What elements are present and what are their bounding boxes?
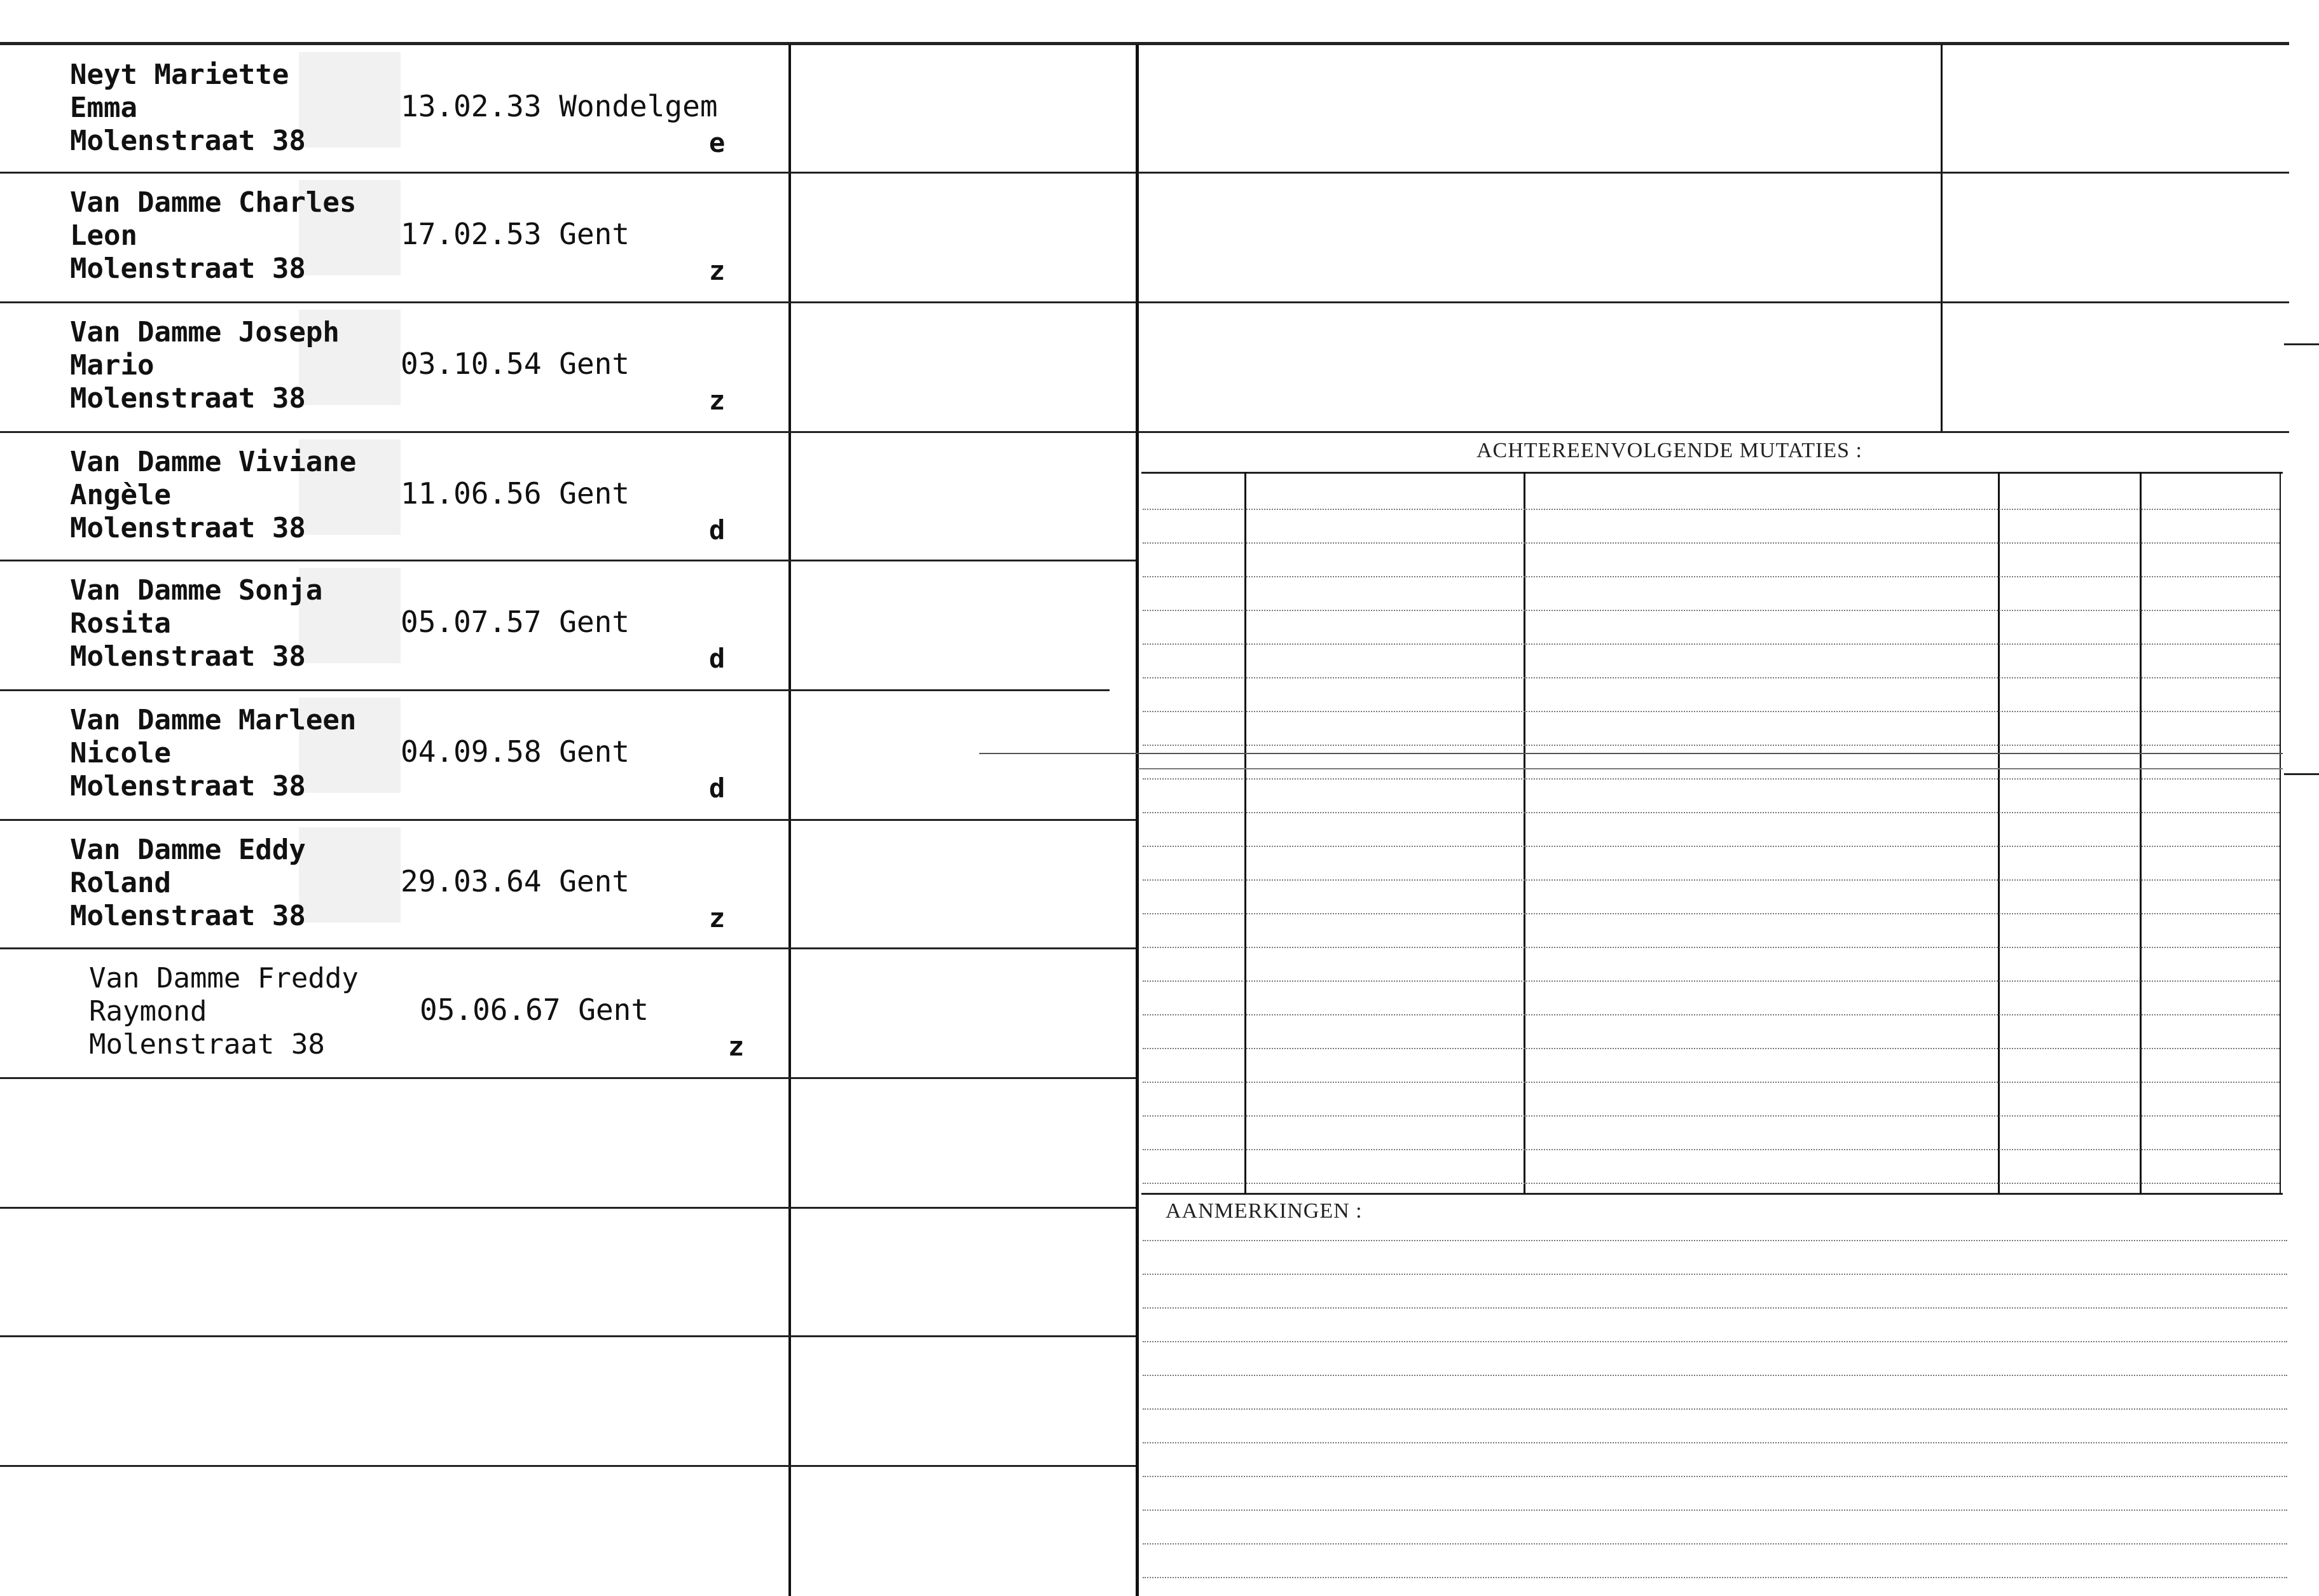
person-given-name: Mario [70, 349, 155, 382]
stray-line [979, 753, 2283, 754]
remark-ruled-line [1143, 1442, 2287, 1443]
person-sex: d [709, 514, 726, 546]
person-name: Van Damme Eddy [70, 834, 306, 866]
remark-ruled-line [1143, 1408, 2287, 1410]
row-separator [0, 1335, 1136, 1337]
edge-tick [2284, 343, 2319, 345]
mutations-col-divider [2140, 472, 2142, 1194]
mutations-title: ACHTEREENVOLGENDE MUTATIES : [1476, 439, 1862, 462]
remarks-title: AANMERKINGEN : [1166, 1199, 1363, 1223]
mutation-ruled-line [1143, 1183, 2280, 1184]
person-row [0, 949, 788, 1078]
person-given-name: Rosita [70, 607, 171, 640]
upper-box-separator [1138, 301, 2289, 303]
person-name: Van Damme Viviane [70, 446, 357, 478]
person-name: Van Damme Joseph [70, 316, 340, 348]
upper-box-separator [1138, 172, 2289, 174]
middle-column-divider [1136, 45, 1139, 1596]
edge-tick [2284, 773, 2319, 775]
person-row [0, 821, 788, 949]
upper-box-separator [1138, 431, 2289, 433]
remark-ruled-line [1143, 1307, 2287, 1309]
mutation-ruled-line [1143, 846, 2280, 847]
person-row [0, 303, 788, 432]
person-name: Neyt Mariette [70, 58, 289, 91]
person-given-name: Emma [70, 92, 137, 124]
person-name: Van Damme Marleen [70, 704, 357, 736]
person-sex: d [709, 773, 726, 804]
remark-ruled-line [1143, 1510, 2287, 1511]
right-upper-divider [1941, 45, 1943, 432]
person-birth: 11.06.56 Gent [401, 476, 630, 511]
remark-ruled-line [1143, 1476, 2287, 1477]
remark-ruled-line [1143, 1240, 2287, 1241]
mutation-ruled-line [1143, 509, 2280, 510]
person-birth: 17.02.53 Gent [401, 217, 630, 251]
person-street: Molenstraat 38 [70, 125, 306, 157]
person-given-name: Raymond [89, 995, 207, 1028]
person-street: Molenstraat 38 [70, 640, 306, 673]
person-given-name: Roland [70, 867, 171, 899]
person-birth: 05.06.67 Gent [420, 993, 649, 1027]
person-birth: 05.07.57 Gent [401, 605, 630, 639]
person-name: Van Damme Sonja [70, 574, 323, 607]
person-birth: 03.10.54 Gent [401, 347, 630, 381]
person-given-name: Leon [70, 219, 137, 252]
mutation-ruled-line [1143, 1149, 2280, 1150]
mutation-ruled-line [1143, 1048, 2280, 1049]
person-birth: 29.03.64 Gent [401, 864, 630, 898]
person-row [0, 691, 788, 820]
mutations-bottom-border [1141, 1193, 2283, 1195]
person-sex: d [709, 643, 726, 674]
person-sex: e [709, 127, 726, 158]
person-row [0, 433, 788, 561]
top-border [0, 42, 2289, 45]
mutation-ruled-line [1143, 879, 2280, 881]
person-row [0, 174, 788, 302]
person-row [0, 46, 788, 174]
person-name: Van Damme Charles [70, 186, 357, 219]
person-street: Molenstraat 38 [70, 252, 306, 285]
person-given-name: Nicole [70, 737, 171, 769]
mutation-ruled-line [1143, 610, 2280, 611]
mutation-ruled-line [1143, 913, 2280, 914]
mutations-col-divider [1524, 472, 1525, 1194]
mutation-ruled-line [1143, 711, 2280, 712]
mutation-ruled-line [1143, 947, 2280, 948]
mutation-ruled-line [1143, 677, 2280, 678]
person-street: Molenstraat 38 [70, 512, 306, 544]
mutation-ruled-line [1143, 745, 2280, 746]
person-street: Molenstraat 38 [89, 1028, 325, 1061]
remark-ruled-line [1143, 1577, 2287, 1578]
person-row [0, 561, 788, 690]
person-given-name: Angèle [70, 479, 171, 511]
remark-ruled-line [1143, 1543, 2287, 1544]
remark-ruled-line [1143, 1341, 2287, 1342]
mutation-ruled-line [1143, 980, 2280, 982]
mutation-ruled-line [1143, 576, 2280, 577]
mutation-ruled-line [1143, 542, 2280, 544]
mutations-right-border [2280, 472, 2281, 1194]
mutations-col-divider [1998, 472, 2000, 1194]
person-name: Van Damme Freddy [89, 962, 359, 994]
person-street: Molenstraat 38 [70, 382, 306, 415]
remark-ruled-line [1143, 1375, 2287, 1376]
remark-ruled-line [1143, 1274, 2287, 1275]
person-street: Molenstraat 38 [70, 770, 306, 802]
row-separator [0, 1207, 1136, 1209]
mutation-ruled-line [1143, 1082, 2280, 1083]
person-sex: z [728, 1031, 745, 1062]
person-birth: 04.09.58 Gent [401, 734, 630, 769]
person-sex: z [709, 902, 726, 933]
mutation-ruled-line [1143, 1115, 2280, 1117]
mutations-col-divider [1244, 472, 1246, 1194]
person-birth: 13.02.33 Wondelgem [401, 89, 718, 123]
row-separator [0, 1465, 1136, 1467]
stray-line [1138, 768, 2283, 769]
mutation-ruled-line [1143, 778, 2280, 780]
person-sex: z [709, 385, 726, 416]
mutations-top-border [1141, 472, 2283, 474]
person-street: Molenstraat 38 [70, 900, 306, 932]
mutation-ruled-line [1143, 643, 2280, 645]
mutation-ruled-line [1143, 1014, 2280, 1015]
person-sex: z [709, 255, 726, 286]
mutation-ruled-line [1143, 812, 2280, 813]
